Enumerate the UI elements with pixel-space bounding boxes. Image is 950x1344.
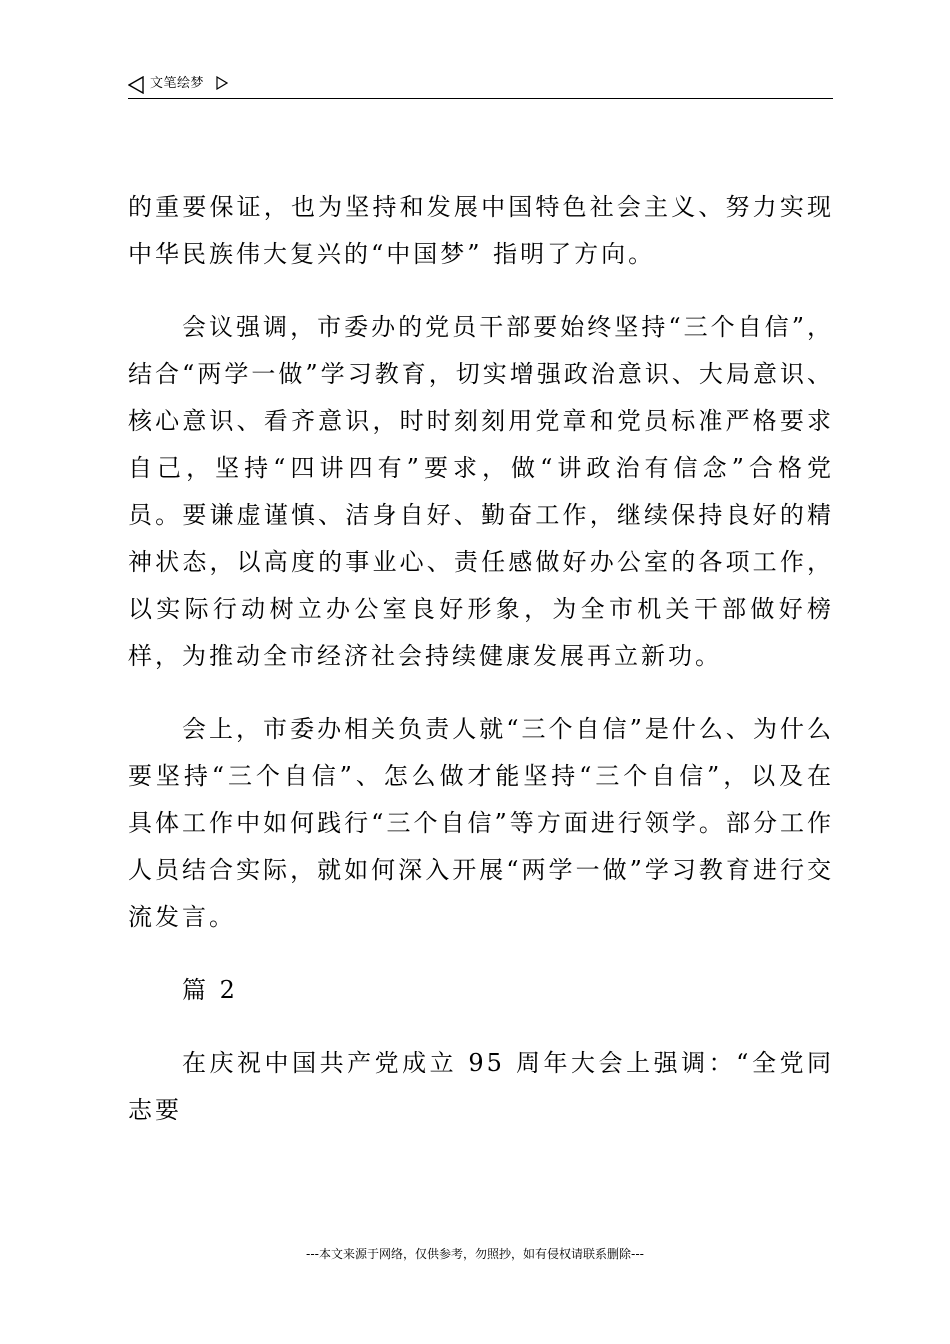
page-header xyxy=(128,74,833,99)
document-body xyxy=(128,184,834,1160)
page-footer-disclaimer: ---本文来源于网络，仅供参考，勿照抄，如有侵权请联系删除--- xyxy=(306,1247,644,1261)
header-brand: 文笔绘梦 xyxy=(150,76,205,91)
section-heading: 篇 2 xyxy=(182,976,238,1004)
triangle-left-icon xyxy=(128,76,144,94)
paragraph-meeting-discussion: 会上，市委办相关负责人就“三个自信”是什么、为什么要坚持“三个自信”、怎么做才能坚持“三个自信”，以及在具体工作中如何践行“三个自信”等方面进行领学。部分工作人员结合实际，就如何深入开展“两学一做”学习教育进行交流发言。 xyxy=(128,715,834,931)
triangle-right-icon xyxy=(216,76,228,90)
paragraph-meeting-emphasis: 会议强调，市委办的党员干部要始终坚持“三个自信”，结合“两学一做”学习教育，切实增强政治意识、大局意识、核心意识、看齐意识，时时刻刻用党章和党员标准严格要求自己，坚持“四讲四有”要求，做“讲政治有信念”合格党员。要谦虚谨慎、洁身自好、勤奋工作，继续保持良好的精神状态，以高度的事业心、责任感做好办公室的各项工作，以实际行动树立办公室良好形象，为全市机关干部做好榜样，为推动全市经济社会持续健康发展再立新功。 xyxy=(128,313,834,670)
paragraph-continuation: 的重要保证，也为坚持和发展中国特色社会主义、努力实现中华民族伟大复兴的“中国梦” 指明了方向。 xyxy=(128,193,834,268)
paragraph-section-start: 在庆祝中国共产党成立 95 周年大会上强调：“全党同志要 xyxy=(128,1049,834,1124)
